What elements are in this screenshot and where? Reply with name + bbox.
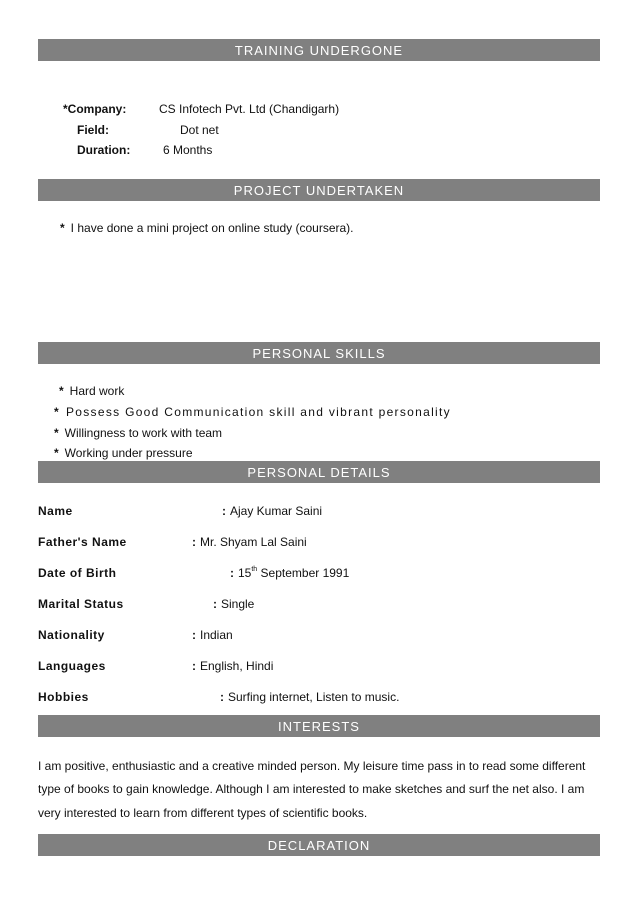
colon: :	[192, 628, 196, 642]
colon: :	[230, 566, 234, 580]
father-name-value	[192, 535, 307, 549]
skill-item	[54, 446, 193, 460]
field-label: Field:	[77, 123, 109, 137]
company-label: *Company:	[63, 102, 127, 116]
bullet-marker: *	[54, 426, 59, 440]
colon: :	[220, 690, 224, 704]
project-item	[60, 221, 354, 235]
hobbies-text: Surfing internet, Listen to music.	[228, 690, 400, 704]
marital-status-value	[213, 597, 254, 611]
company-value: CS Infotech Pvt. Ltd (Chandigarh)	[159, 102, 340, 116]
skill-item	[54, 405, 451, 419]
colon: :	[213, 597, 217, 611]
interests-line: very interested to learn from different types of scientific books.	[38, 806, 368, 820]
dob-suffix: th	[251, 566, 258, 573]
marital-status-label: Marital Status	[38, 597, 124, 611]
bullet-marker: *	[59, 384, 64, 398]
skill-text: Hard work	[69, 384, 125, 398]
hobbies-value	[220, 690, 399, 704]
colon: :	[192, 535, 196, 549]
section-header-training: TRAINING UNDERGONE	[38, 39, 600, 61]
interests-line: type of books to gain knowledge. Although I am interested to make sketches and surf the net also. I am	[38, 782, 585, 796]
duration-value: 6 Months	[163, 143, 213, 157]
dob-value	[230, 566, 349, 580]
bullet-marker: *	[54, 446, 59, 460]
name-value	[222, 504, 322, 518]
skill-text: Willingness to work with team	[64, 426, 223, 440]
father-name-text: Mr. Shyam Lal Saini	[200, 535, 307, 549]
section-header-skills: PERSONAL SKILLS	[38, 342, 600, 364]
field-value: Dot net	[180, 123, 219, 137]
dob-label: Date of Birth	[38, 566, 117, 580]
section-header-interests: INTERESTS	[38, 715, 600, 737]
languages-value	[192, 659, 273, 673]
nationality-value	[192, 628, 233, 642]
languages-label: Languages	[38, 659, 106, 673]
hobbies-label: Hobbies	[38, 690, 89, 704]
section-header-details: PERSONAL DETAILS	[38, 461, 600, 483]
nationality-label: Nationality	[38, 628, 105, 642]
colon: :	[222, 504, 226, 518]
section-header-project: PROJECT UNDERTAKEN	[38, 179, 600, 201]
skill-text: Working under pressure	[64, 446, 193, 460]
name-text: Ajay Kumar Saini	[230, 504, 323, 518]
name-label: Name	[38, 504, 73, 518]
skill-item	[59, 384, 124, 398]
bullet-marker: *	[60, 221, 65, 235]
marital-status-text: Single	[221, 597, 255, 611]
section-header-declaration: DECLARATION	[38, 834, 600, 856]
skill-text: Possess Good Communication skill and vibrant personality	[65, 405, 451, 419]
dob-rest: September 1991	[257, 566, 350, 580]
father-name-label: Father's Name	[38, 535, 127, 549]
interests-line: I am positive, enthusiastic and a creative minded person. My leisure time pass in to read some different	[38, 759, 586, 773]
languages-text: English, Hindi	[200, 659, 274, 673]
colon: :	[192, 659, 196, 673]
nationality-text: Indian	[200, 628, 233, 642]
skill-item	[54, 426, 222, 440]
duration-label: Duration:	[77, 143, 131, 157]
project-text: I have done a mini project on online study (coursera).	[70, 221, 354, 235]
bullet-marker: *	[54, 405, 60, 419]
dob-day: 15	[238, 566, 252, 580]
